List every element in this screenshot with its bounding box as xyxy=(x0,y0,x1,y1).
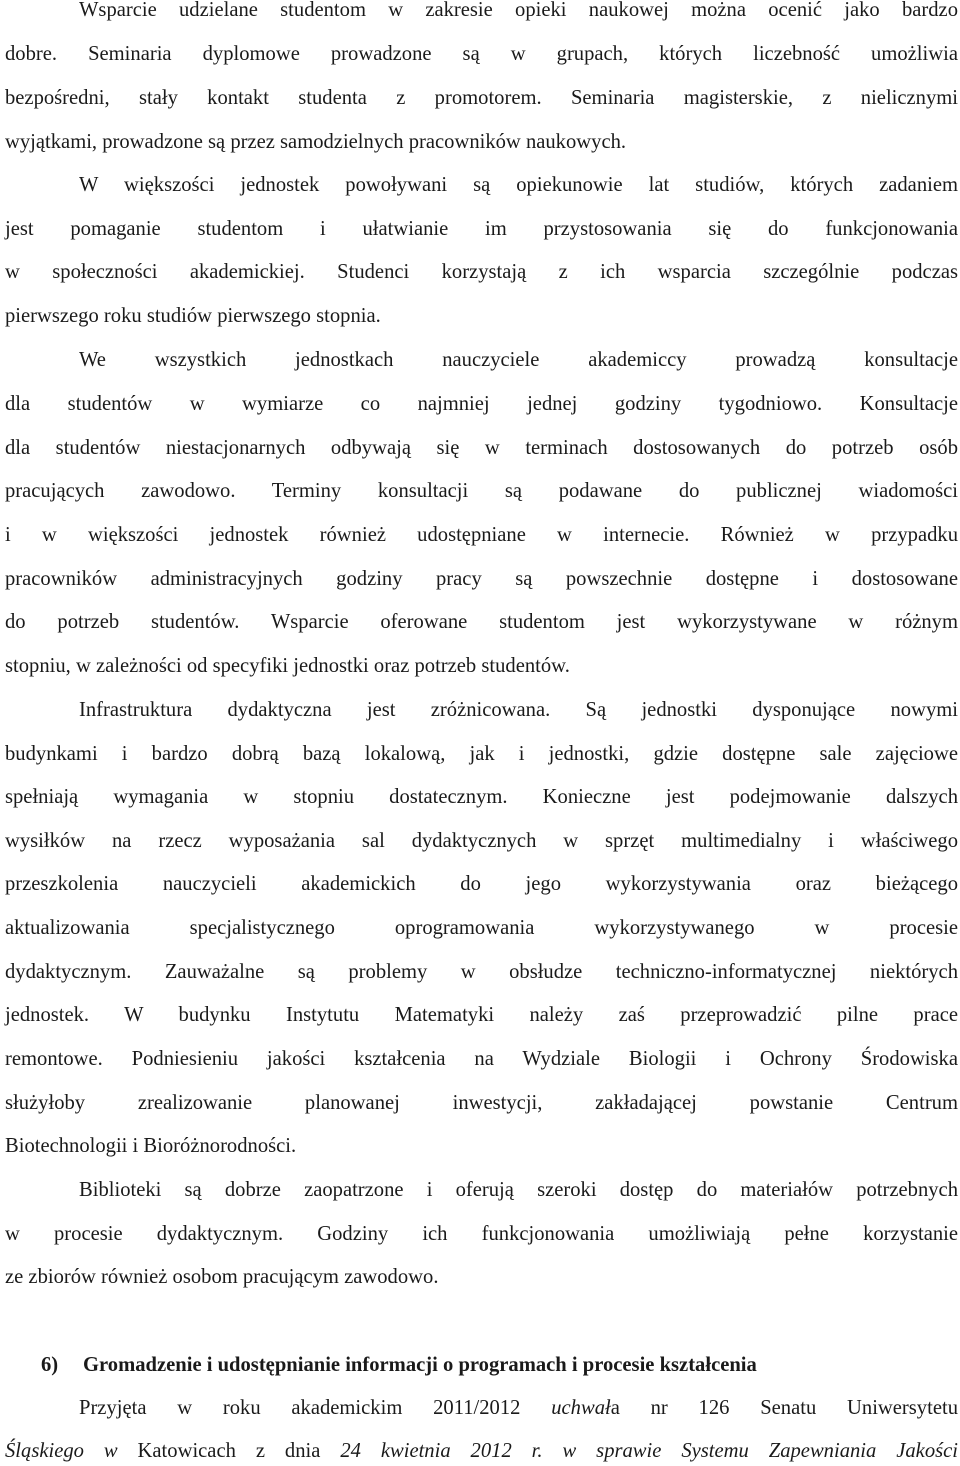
section-heading xyxy=(41,1352,757,1378)
text-line: dla studentów w wymiarze co najmniej jednej godziny tygodniowo. Konsultacje xyxy=(5,393,958,415)
text-line: remontowe. Podniesieniu jakości kształcenia na Wydziale Biologii i Ochrony Środowiska xyxy=(5,1048,958,1070)
text-line: Wsparcie udzielane studentom w zakresie opieki naukowej można ocenić jako bardzo xyxy=(79,0,958,21)
section-title: Gromadzenie i udostępnianie informacji o programach i procesie kształcenia xyxy=(83,1354,757,1376)
text-line: bezpośredni, stały kontakt studenta z promotorem. Seminaria magisterskie, z nielicznymi xyxy=(5,87,958,109)
text-line: w społeczności akademickiej. Studenci korzystają z ich wsparcia szczególnie podczas xyxy=(5,261,958,283)
text-line: przeszkolenia nauczycieli akademickich do jego wykorzystywania oraz bieżącego xyxy=(5,873,958,895)
text-line: Infrastruktura dydaktyczna jest zróżnicowana. Są jednostki dysponujące nowymi xyxy=(79,699,958,721)
text-line: pierwszego roku studiów pierwszego stopnia. xyxy=(5,305,381,327)
text-line: pracujących zawodowo. Terminy konsultacji są podawane do publicznej wiadomości xyxy=(5,480,958,502)
text-line: w procesie dydaktycznym. Godziny ich funkcjonowania umożliwiają pełne korzystanie xyxy=(5,1223,958,1245)
text-line: wyjątkami, prowadzone są przez samodzielnych pracowników naukowych. xyxy=(5,131,627,153)
text-line: wysiłków na rzecz wyposażania sal dydaktycznych w sprzęt multimedialny i właściwego xyxy=(5,830,958,852)
text-line: dobre. Seminaria dyplomowe prowadzone są w grupach, których liczebność umożliwia xyxy=(5,43,958,65)
text-line: Śląskiego w Katowicach z dnia 24 kwietnia 2012 r. w sprawie Systemu Zapewniania Jakości xyxy=(5,1440,958,1462)
text-line: Przyjęta w roku akademickim 2011/2012 uchwała nr 126 Senatu Uniwersytetu xyxy=(79,1397,958,1419)
text-line: jest pomaganie studentom i ułatwianie im przystosowania się do funkcjonowania xyxy=(5,218,958,240)
text-line: służyłoby zrealizowanie planowanej inwestycji, zakładającej powstanie Centrum xyxy=(5,1092,958,1114)
text-line: jednostek. W budynku Instytutu Matematyki należy zaś przeprowadzić pilne prace xyxy=(5,1004,958,1026)
text-line: We wszystkich jednostkach nauczyciele akademiccy prowadzą konsultacje xyxy=(79,349,958,371)
text-line: i w większości jednostek również udostępniane w internecie. Również w przypadku xyxy=(5,524,958,546)
text-line: Biblioteki są dobrze zaopatrzone i oferują szeroki dostęp do materiałów potrzebnych xyxy=(79,1179,958,1201)
text-line: dla studentów niestacjonarnych odbywają się w terminach dostosowanych do potrzeb osób xyxy=(5,437,958,459)
text-line: ze zbiorów również osobom pracującym zawodowo. xyxy=(5,1266,439,1288)
text-line: dydaktycznym. Zauważalne są problemy w obsłudze techniczno-informatycznej niektórych xyxy=(5,961,958,983)
text-line: stopniu, w zależności od specyfiki jednostki oraz potrzeb studentów. xyxy=(5,655,570,677)
text-line: pracowników administracyjnych godziny pracy są powszechnie dostępne i dostosowane xyxy=(5,568,958,590)
text-line: do potrzeb studentów. Wsparcie oferowane studentom jest wykorzystywane w różnym xyxy=(5,611,958,633)
section-number: 6) xyxy=(41,1354,59,1376)
text-line: aktualizowania specjalistycznego oprogramowania wykorzystywanego w procesie xyxy=(5,917,958,939)
text-line: W większości jednostek powoływani są opiekunowie lat studiów, których zadaniem xyxy=(79,174,958,196)
text-line: Biotechnologii i Bioróżnorodności. xyxy=(5,1135,297,1157)
text-line: budynkami i bardzo dobrą bazą lokalową, jak i jednostki, gdzie dostępne sale zajęciowe xyxy=(5,743,958,765)
text-line: spełniają wymagania w stopniu dostatecznym. Konieczne jest podejmowanie dalszych xyxy=(5,786,958,808)
